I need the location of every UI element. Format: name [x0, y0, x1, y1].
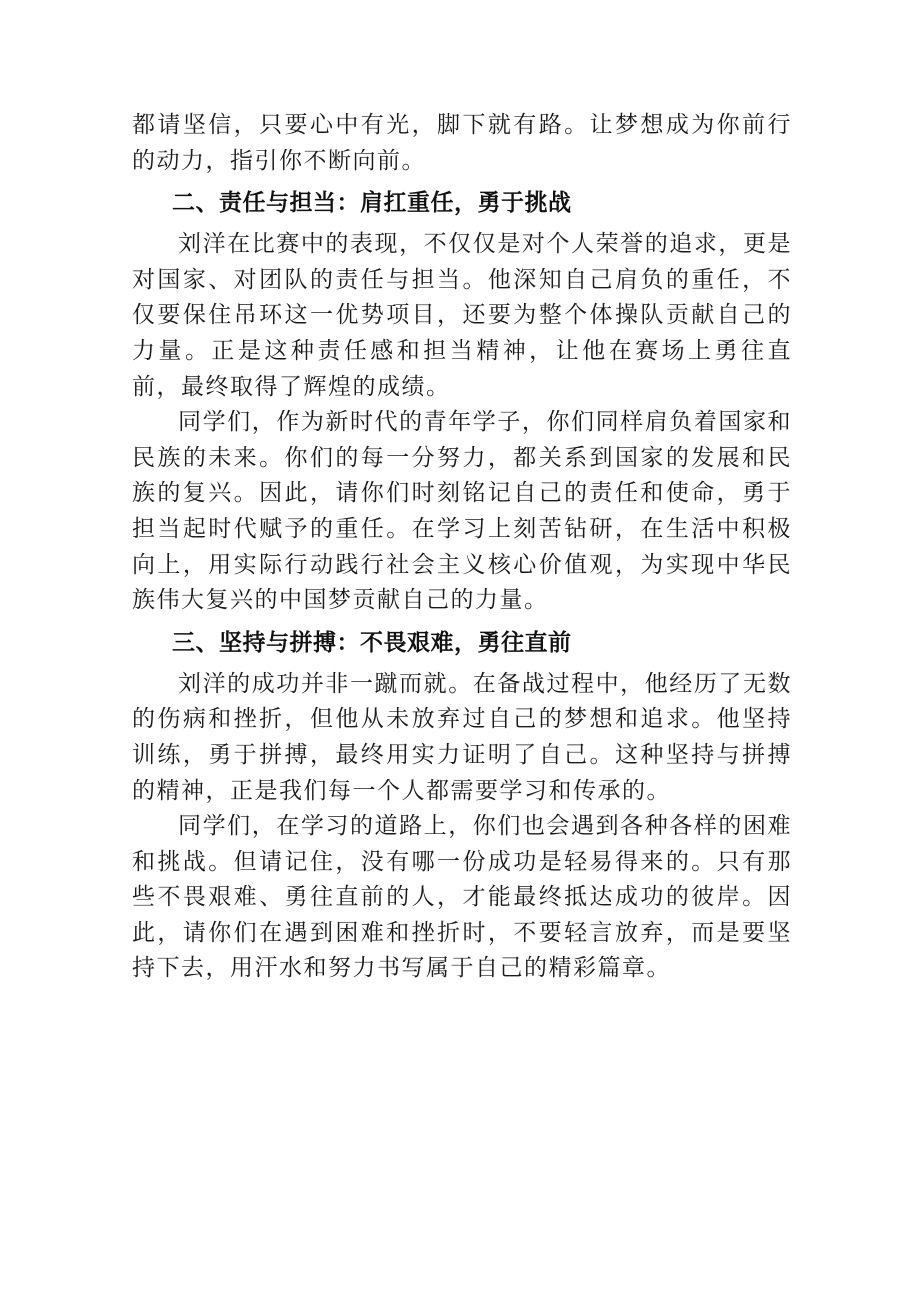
paragraph-students-responsibility: 同学们，作为新时代的青年学子，你们同样肩负着国家和民族的未来。你们的每一分努力，都关系到国家的发展和民族的复兴。因此，请你们时刻铭记自己的责任和使命，勇于担当起时代赋予的重任。在学习上刻苦钻研，在生活中积极向上，用实际行动践行社会主义核心价值观，为实现中华民族伟大复兴的中国梦贡献自己的力量。: [132, 409, 792, 614]
paragraph-liu-yang-perseverance: 刘洋的成功并非一蹴而就。在备战过程中，他经历了无数的伤病和挫折，但他从未放弃过自己的梦想和追求。他坚持训练，勇于拼搏，最终用实力证明了自己。这种坚持与拼搏的精神，正是我们每一个人都需要学习和传承的。: [132, 670, 792, 804]
document-page: [132, 108, 792, 987]
paragraph-liu-yang-responsibility: 刘洋在比赛中的表现，不仅仅是对个人荣誉的追求，更是对国家、对团队的责任与担当。他深知自己肩负的重任，不仅要保住吊环这一优势项目，还要为整个体操队贡献自己的力量。正是这种责任感和担当精神，让他在赛场上勇往直前，最终取得了辉煌的成绩。: [132, 231, 792, 400]
paragraph-students-perseverance: 同学们，在学习的道路上，你们也会遇到各种各样的困难和挑战。但请记住，没有哪一份成功是轻易得来的。只有那些不畏艰难、勇往直前的人，才能最终抵达成功的彼岸。因此，请你们在遇到困难和挫折时，不要轻言放弃，而是要坚持下去，用汗水和努力书写属于自己的精彩篇章。: [132, 813, 792, 982]
continued-paragraph: 都请坚信，只要心中有光，脚下就有路。让梦想成为你前行的动力，指引你不断向前。: [132, 112, 792, 174]
section-heading-perseverance: 三、坚持与拼搏：不畏艰难，勇往直前: [172, 629, 572, 656]
section-heading-responsibility: 二、责任与担当：肩扛重任，勇于挑战: [172, 190, 572, 217]
